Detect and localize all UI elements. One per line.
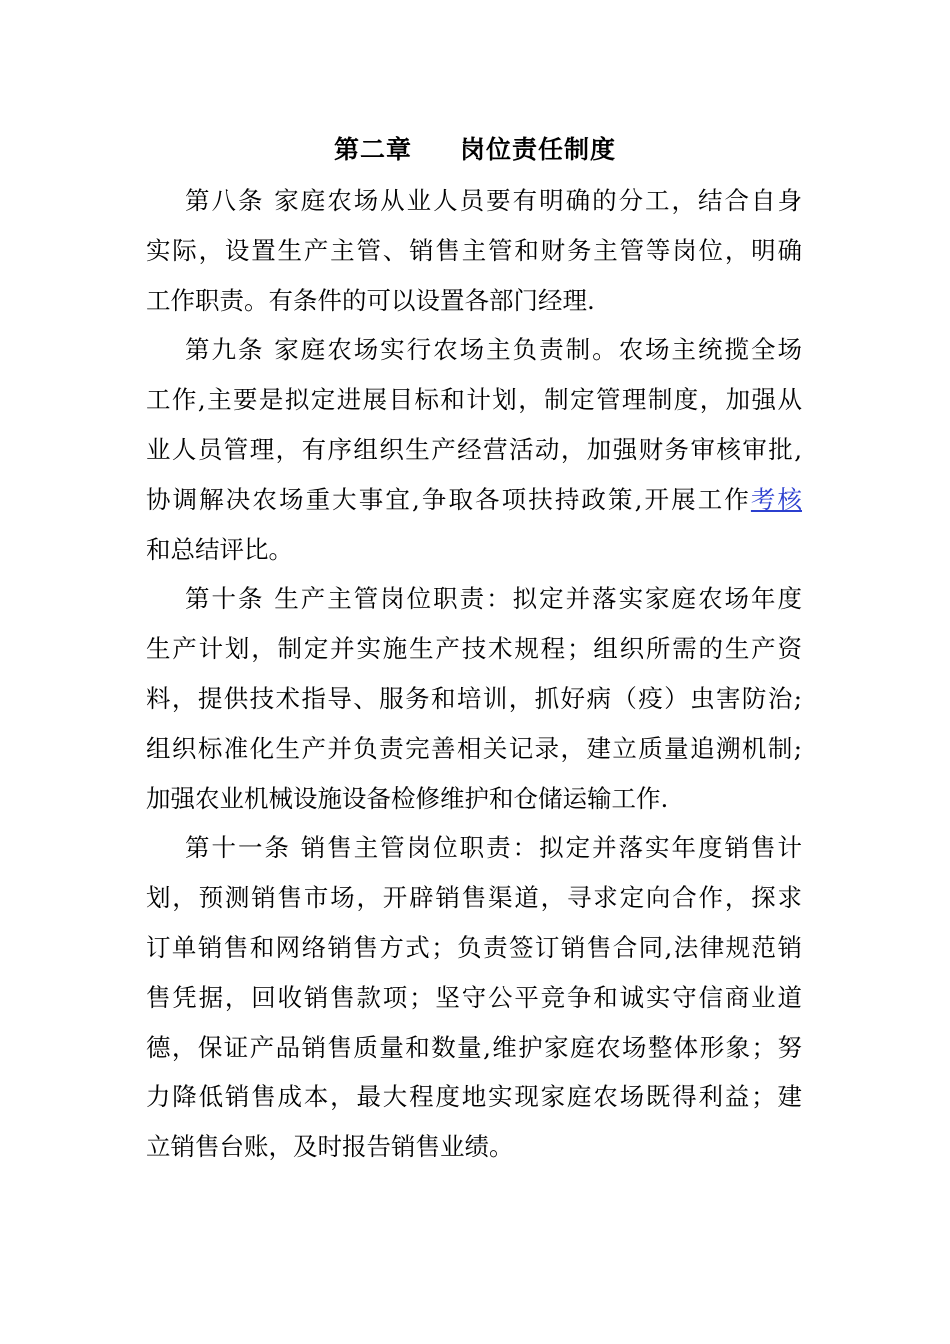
paragraph-line: 第八条 家庭农场从业人员要有明确的分工，结合自身 bbox=[185, 186, 802, 215]
paragraph-line: 售凭据，回收销售款项；坚守公平竞争和诚实守信商业道 bbox=[146, 982, 802, 1012]
paragraph-line: 订单销售和网络销售方式；负责签订销售合同,法律规范销 bbox=[146, 932, 802, 962]
chapter-number: 第二章 bbox=[333, 135, 412, 164]
article-11 bbox=[146, 823, 802, 1172]
paragraph-line: 第九条 家庭农场实行农场主负责制。农场主统揽全场 bbox=[185, 335, 802, 365]
chapter-heading: 岗位责任制度 bbox=[460, 135, 617, 164]
paragraph-line: 实际，设置生产主管、销售主管和财务主管等岗位，明确 bbox=[146, 235, 802, 265]
paragraph-line bbox=[146, 475, 802, 525]
paragraph-line: 料，提供技术指导、服务和培训，抓好病（疫）虫害防治; bbox=[146, 683, 802, 713]
article-8 bbox=[146, 176, 802, 325]
paragraph-line: 工作职责。有条件的可以设置各部门经理. bbox=[146, 285, 595, 315]
paragraph-line: 立销售台账，及时报告销售业绩。 bbox=[146, 1132, 514, 1162]
paragraph-line: 生产计划，制定并实施生产技术规程；组织所需的生产资 bbox=[146, 634, 802, 664]
article-9 bbox=[146, 325, 802, 574]
paragraph-line: 第十条 生产主管岗位职责：拟定并落实家庭农场年度 bbox=[185, 584, 802, 614]
paragraph-line: 组织标准化生产并负责完善相关记录，建立质量追溯机制; bbox=[146, 733, 802, 763]
paragraph-line: 和总结评比。 bbox=[146, 534, 293, 564]
paragraph-line: 德，保证产品销售质量和数量,维护家庭农场整体形象；努 bbox=[146, 1032, 802, 1062]
chapter-title bbox=[0, 130, 950, 170]
paragraph-line: 工作,主要是拟定进展目标和计划，制定管理制度，加强从 bbox=[146, 385, 802, 415]
paragraph-line: 第十一条 销售主管岗位职责：拟定并落实年度销售计 bbox=[185, 833, 802, 863]
paragraph-line-text: 协调解决农场重大事宜,争取各项扶持政策,开展工作 bbox=[146, 484, 751, 514]
document-body bbox=[146, 176, 802, 1172]
paragraph-line: 加强农业机械设施设备检修维护和仓储运输工作. bbox=[146, 783, 669, 813]
paragraph-line: 业人员管理，有序组织生产经营活动，加强财务审核审批, bbox=[146, 434, 802, 464]
article-10 bbox=[146, 574, 802, 823]
paragraph-line: 划，预测销售市场，开辟销售渠道，寻求定向合作，探求 bbox=[146, 883, 802, 913]
assessment-link[interactable]: 考核 bbox=[750, 484, 803, 514]
paragraph-line: 力降低销售成本，最大程度地实现家庭农场既得利益；建 bbox=[146, 1082, 802, 1112]
